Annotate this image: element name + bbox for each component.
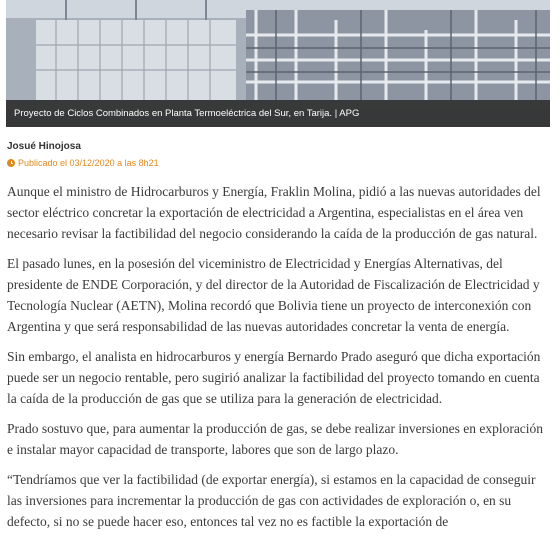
article-paragraph: Prado sostuvo que, para aumentar la producción de gas, se debe realizar inversiones en exploración e instalar mayor capacidad de transporte, labores que son de largo plazo.: [7, 421, 544, 457]
author-name[interactable]: Josué Hinojosa: [7, 141, 81, 152]
photo-caption: Proyecto de Ciclos Combinados en Planta Termoeléctrica del Sur, en Tarija. | APG: [6, 100, 550, 127]
clock-icon: [7, 159, 15, 167]
article-paragraph: El pasado lunes, en la posesión del viceministro de Electricidad y Energías Alternativas, del presidente de ENDE Corporación, y del director de la Autoridad de Fiscalización de Electricidad y Tecnología Nuclear (AETN), Molina recordó que Bolivia tiene un proyecto de interconexión con Argentina y que será responsabilidad de las nuevas autoridades concretar la venta de energía.: [7, 256, 540, 334]
article-paragraph: Aunque el ministro de Hidrocarburos y Energía, Fraklin Molina, pidió a las nuevas autoridades del sector eléctrico concretar la exportación de electricidad a Argentina, especialistas en el área ven necesario revisar la factibilidad del negocio considerando la caída de la producción de gas natural.: [7, 184, 541, 241]
publish-date: [7, 158, 159, 168]
article-paragraph: Sin embargo, el analista en hidrocarburos y energía Bernardo Prado aseguró que dicha exportación puede ser un negocio rentable, pero sugirió analizar la factibilidad del proyecto tomando en cuenta la caída de la producción de gas que se utiliza para la generación de electricidad.: [7, 349, 541, 406]
article-body: [7, 181, 552, 541]
power-plant-illustration: [6, 0, 550, 100]
article-paragraph: “Tendríamos que ver la factibilidad (de exportar energía), si estamos en la capacidad de conseguir las inversiones para incrementar la producción de gas con actividades de exploración o, en su defecto, si no se puede hacer eso, entonces tal vez no es factible la exportación de: [7, 472, 536, 529]
publish-date-text: Publicado el 03/12/2020 a las 8h21: [18, 158, 159, 168]
article-photo: [6, 0, 550, 127]
